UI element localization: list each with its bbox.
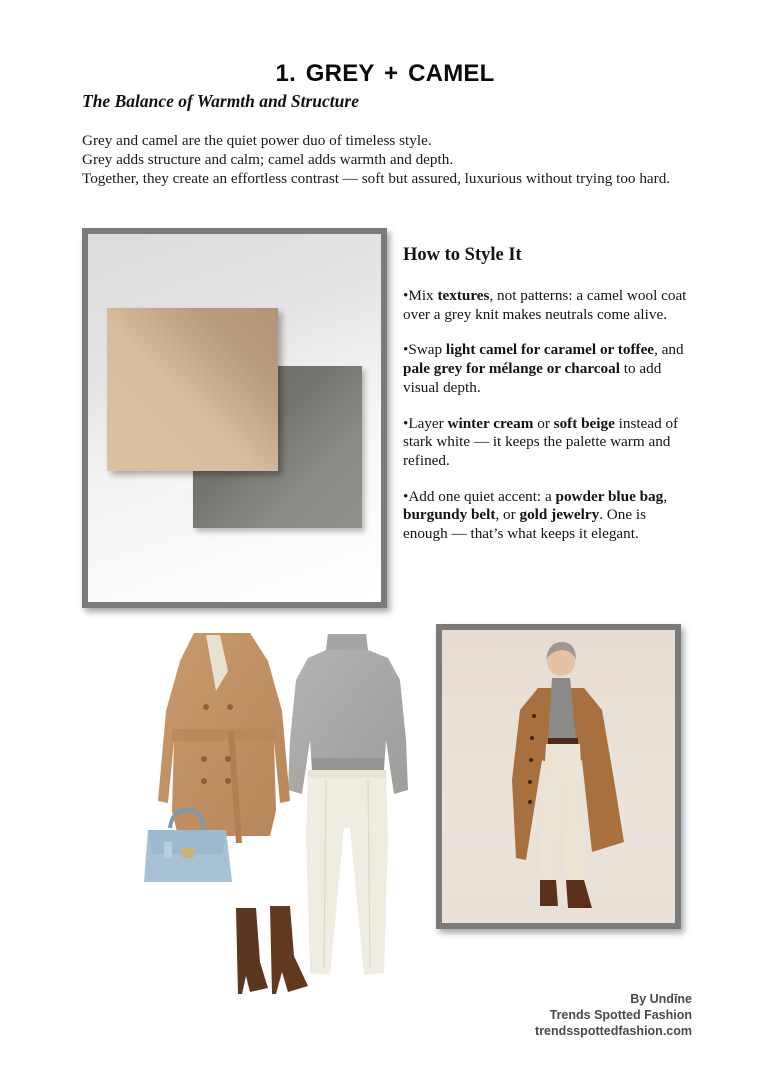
emphasis-text: powder blue bag bbox=[555, 487, 664, 505]
emphasis-text: pale grey for mélange or charcoal bbox=[403, 360, 620, 378]
style-tip bbox=[403, 488, 693, 544]
emphasis-text: gold jewelry bbox=[519, 506, 600, 524]
tip-text: or bbox=[533, 414, 554, 432]
style-tip bbox=[403, 341, 693, 397]
tip-text: . One is enough — that’s what keeps it elegant. bbox=[403, 506, 647, 543]
tip-text: •Mix bbox=[403, 287, 438, 304]
outfit-collage bbox=[140, 628, 420, 998]
tip-text: •Layer bbox=[403, 414, 448, 432]
tip-text: instead of stark white — it keeps the palette warm and refined. bbox=[403, 414, 679, 469]
style-tip bbox=[403, 415, 693, 471]
emphasis-text: textures bbox=[437, 287, 490, 304]
intro-line: Grey adds structure and calm; camel adds warmth and depth. bbox=[82, 151, 454, 168]
model-photo bbox=[436, 624, 681, 929]
camel-swatch bbox=[107, 308, 278, 471]
intro-line: Together, they create an effortless contrast — soft but assured, luxurious without trying too hard. bbox=[82, 170, 671, 187]
emphasis-text: light camel for caramel or toffee bbox=[445, 341, 655, 359]
color-swatch-image bbox=[82, 228, 387, 608]
credits bbox=[535, 991, 692, 1039]
section-heading: How to Style It bbox=[403, 245, 522, 265]
tip-text: to add visual depth. bbox=[403, 360, 662, 396]
page-subtitle: The Balance of Warmth and Structure bbox=[82, 91, 359, 111]
cream-trousers-image bbox=[306, 768, 388, 978]
tip-text: , bbox=[663, 487, 668, 505]
intro-line: Grey and camel are the quiet power duo of timeless style. bbox=[82, 132, 432, 149]
tip-text: , or bbox=[495, 506, 520, 524]
intro-paragraph bbox=[82, 131, 692, 188]
tip-text: , not patterns: a camel wool coat over a grey knit makes neutrals come alive. bbox=[403, 287, 687, 323]
tip-text: •Add one quiet accent: a bbox=[403, 487, 556, 505]
style-tip bbox=[403, 287, 693, 324]
brand-credit: Trends Spotted Fashion bbox=[549, 1008, 692, 1022]
powder-blue-bag-image bbox=[142, 808, 234, 886]
author-credit: By Undīne bbox=[630, 992, 692, 1006]
page-title: 1. GREY + CAMEL bbox=[275, 60, 495, 87]
how-to-style-section bbox=[403, 244, 693, 561]
emphasis-text: burgundy belt bbox=[403, 506, 496, 524]
emphasis-text: winter cream bbox=[447, 414, 534, 432]
brown-ankle-boots-image bbox=[230, 906, 310, 996]
tip-text: •Swap bbox=[403, 341, 446, 359]
model-figure-illustration bbox=[442, 630, 675, 923]
emphasis-text: soft beige bbox=[553, 414, 615, 432]
tip-text: , and bbox=[654, 341, 684, 359]
website-link[interactable]: trendsspottedfashion.com bbox=[535, 1024, 692, 1038]
